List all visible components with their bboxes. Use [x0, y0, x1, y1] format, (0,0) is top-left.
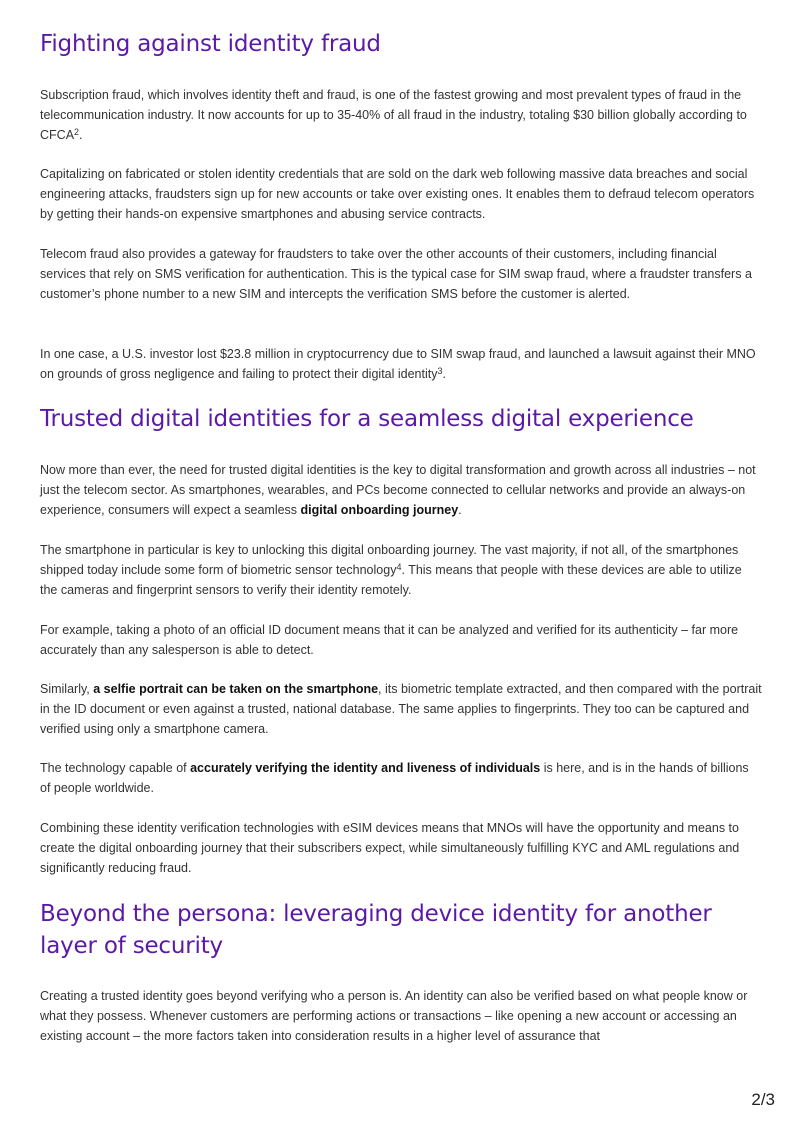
footnote-ref: 4	[396, 562, 402, 572]
paragraph-technology-capable	[40, 758, 762, 798]
section-heading-trusted-identities: Trusted digital identities for a seamless digital experience	[40, 406, 694, 432]
paragraph-esim-combination: Combining these identity verification technologies with eSIM devices means that MNOs will have the opportunity and means to create the digital onboarding journey that their subscribers expect, while simultaneously fulfilling KYC and AML regulations and significantly reducing fraud.	[40, 821, 740, 875]
paragraph-id-document-photo: For example, taking a photo of an official ID document means that it can be analyzed and verified for its authenticity – far more accurately than any salesperson is able to detect.	[40, 623, 739, 657]
bold-phrase: digital onboarding journey	[300, 503, 459, 517]
section-heading-device-identity: Beyond the persona: leveraging device identity for another layer of security	[40, 901, 712, 959]
paragraph-telecom-fraud-gateway: Telecom fraud also provides a gateway for fraudsters to take over the other accounts of their customers, including financial services that rely on SMS verification for authentication. This is the typical case for SIM swap fraud, where a fraudster transfers a customer’s phone number to a new SIM and intercepts the verification SMS before the customer is alerted.	[40, 247, 752, 301]
paragraph-start: Similarly,	[40, 682, 94, 696]
footnote-ref: 3	[437, 366, 443, 376]
paragraph-end: , its biometric template extracted, and then compared with the portrait in the ID document or even against a trusted, national database. The same applies to fingerprints. They too can be captured and verified using only a smartphone camera.	[40, 682, 762, 736]
paragraph-sim-swap-case	[40, 344, 762, 384]
paragraph-end: .	[79, 128, 83, 142]
page-number: 2/3	[751, 1090, 775, 1109]
paragraph-subscription-fraud	[40, 85, 762, 145]
paragraph-selfie-portrait	[40, 679, 762, 739]
paragraph-trusted-identity-factors: Creating a trusted identity goes beyond verifying who a person is. An identity can also be verified based on what people know or what they possess. Whenever customers are performing actions or transactions – like opening a new account or accessing an existing account – the more factors taken into consideration results in a higher level of assurance that	[40, 989, 748, 1043]
paragraph-text: The smartphone in particular is key to unlocking this digital onboarding journey. The vast majority, if not all, of the smartphones shipped today include some form of biometric sensor technology	[40, 543, 739, 577]
paragraph-fabricated-credentials: Capitalizing on fabricated or stolen identity credentials that are sold on the dark web following massive data breaches and social engineering attacks, fraudsters sign up for new accounts or take over existing ones. It enables them to defraud telecom operators by getting their hands-on expensive smartphones and abusing service contracts.	[40, 167, 755, 221]
paragraph-end: is here, and is in the hands of billions of people worldwide.	[40, 761, 749, 795]
paragraph-smartphone-key	[40, 540, 762, 600]
paragraph-text: Subscription fraud, which involves identity theft and fraud, is one of the fastest growing and most prevalent types of fraud in the telecommunication industry. It now accounts for up to 35-40% of all fraud in the industry, totaling $30 billion globally according to CFCA	[40, 88, 747, 142]
paragraph-start: The technology capable of	[40, 761, 191, 775]
paragraph-end: . This means that people with these devices are able to utilize the cameras and fingerprint sensors to verify their identity remotely.	[40, 563, 742, 597]
paragraph-text: In one case, a U.S. investor lost $23.8 million in cryptocurrency due to SIM swap fraud, and launched a lawsuit against their MNO on grounds of gross negligence and failing to protect their digital identity	[40, 347, 756, 381]
footnote-ref: 2	[74, 127, 80, 137]
paragraph-end: .	[442, 367, 446, 381]
paragraph-need-for-trusted-identities	[40, 460, 762, 520]
paragraph-end: .	[458, 503, 462, 517]
bold-phrase: a selfie portrait can be taken on the smartphone	[93, 682, 379, 696]
bold-phrase: accurately verifying the identity and liveness of individuals	[190, 761, 541, 775]
paragraph-text: Now more than ever, the need for trusted digital identities is the key to digital transformation and growth across all industries – not just the telecom sector. As smartphones, wearables, and PCs become connected to cellular networks and provide an always-on experience, consumers will expect a seamless	[40, 463, 756, 517]
section-heading-identity-fraud: Fighting against identity fraud	[40, 31, 381, 57]
